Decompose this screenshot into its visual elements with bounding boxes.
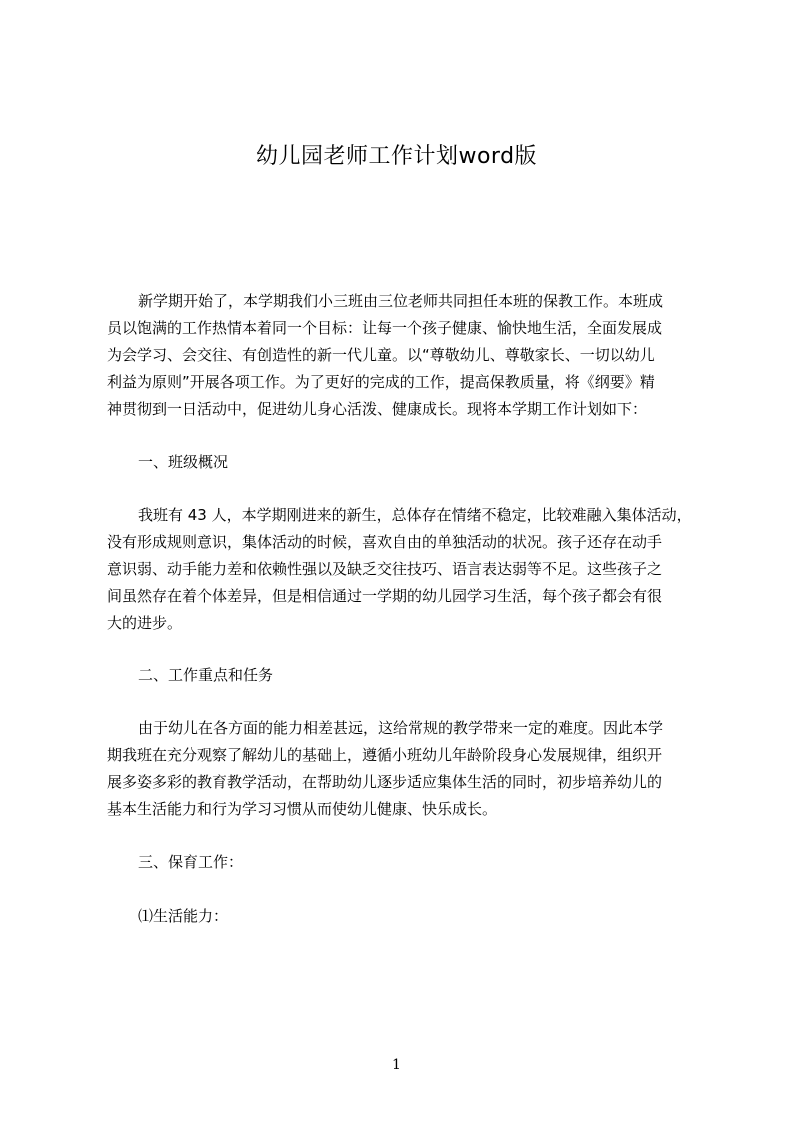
paragraph-line: 利益为原则”开展各项工作。为了更好的完成的工作，提高保教质量，将《纲要》精 [107,373,655,391]
paragraph-line: 我班有 43 人，本学期刚进来的新生，总体存在情绪不稳定，比较难融入集体活动， [138,506,692,524]
paragraph-line: 员以饱满的工作热情本着同一个目标：让每一个孩子健康、愉快地生活，全面发展成 [107,319,663,337]
page-number: 1 [392,1057,401,1073]
paragraph-line: 大的进步。 [107,614,183,632]
paragraph-line: 神贯彻到一日活动中，促进幼儿身心活泼、健康成长。现将本学期工作计划如下： [107,400,648,418]
paragraph-line: 由于幼儿在各方面的能力相差甚远，这给常规的教学带来一定的难度。因此本学 [138,719,664,737]
paragraph-line: 没有形成规则意识，集体活动的时候，喜欢自由的单独活动的状况。孩子还存在动手 [107,533,663,551]
section-heading: 三、保育工作： [138,853,244,871]
subsection-heading: ⑴生活能力： [138,907,229,925]
paragraph-line: 展多姿多彩的教育教学活动，在帮助幼儿逐步适应集体生活的同时，初步培养幼儿的 [107,773,663,791]
paragraph-line: 意识弱、动手能力差和依赖性强以及缺乏交往技巧、语言表达弱等不足。这些孩子之 [107,560,663,578]
paragraph-line: 期我班在充分观察了解幼儿的基础上，遵循小班幼儿年龄阶段身心发展规律，组织开 [107,746,663,764]
paragraph-line: 新学期开始了，本学期我们小三班由三位老师共同担任本班的保教工作。本班成 [138,292,664,310]
paragraph-line: 为会学习、会交往、有创造性的新一代儿童。以“尊敬幼儿、尊敬家长、一切以幼儿 [107,346,655,364]
section-heading: 二、工作重点和任务 [138,666,274,684]
paragraph-line: 基本生活能力和行为学习习惯从而使幼儿健康、快乐成长。 [107,800,498,818]
document-title: 幼儿园老师工作计划word版 [255,144,538,169]
section-heading: 一、班级概况 [138,453,229,471]
paragraph-line: 间虽然存在着个体差异，但是相信通过一学期的幼儿园学习生活，每个孩子都会有很 [107,587,663,605]
